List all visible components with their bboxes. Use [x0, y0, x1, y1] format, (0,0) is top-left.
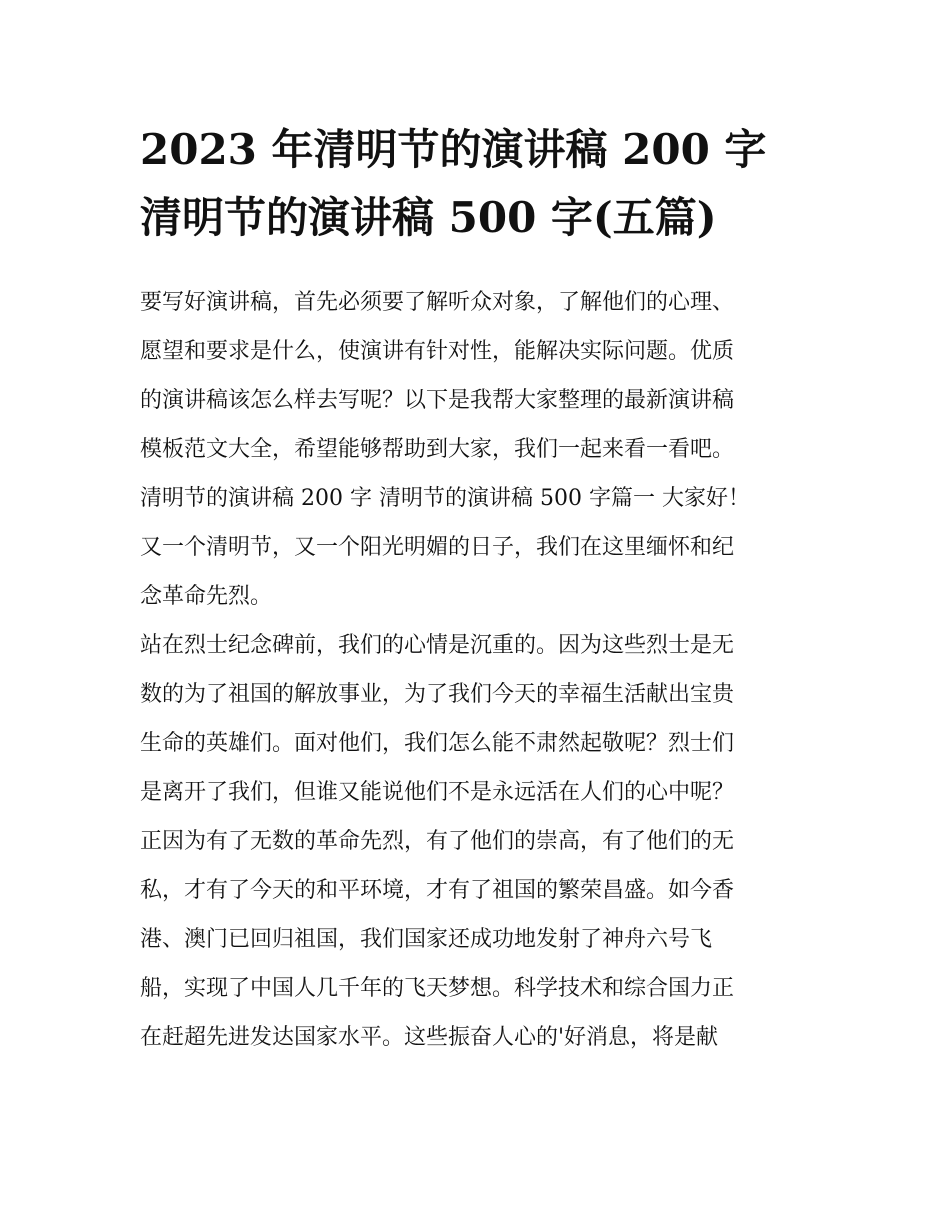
- document-body: [140, 278, 830, 1062]
- body-line: 清明节的演讲稿 200 字 清明节的演讲稿 500 字篇一 大家好！: [140, 486, 750, 511]
- body-line: 模板范文大全，希望能够帮助到大家，我们一起来看一看吧。: [140, 437, 735, 462]
- body-line: 愿望和要求是什么，使演讲有针对性，能解决实际问题。优质: [140, 339, 735, 364]
- body-line: 站在烈士纪念碑前，我们的心情是沉重的。因为这些烈士是无: [140, 633, 735, 658]
- title-line-1: 2023 年清明节的演讲稿 200 字: [140, 125, 767, 174]
- body-line: 私，才有了今天的和平环境，才有了祖国的繁荣昌盛。如今香: [140, 878, 735, 903]
- body-line: 要写好演讲稿，首先必须要了解听众对象，了解他们的心理、: [140, 290, 735, 315]
- body-line: 是离开了我们，但谁又能说他们不是永远活在人们的心中呢？: [140, 780, 735, 805]
- title-line-2: 清明节的演讲稿 500 字(五篇): [140, 193, 717, 242]
- document-title: [140, 116, 830, 252]
- body-line: 念革命先烈。: [140, 584, 273, 609]
- body-line: 又一个清明节，又一个阳光明媚的日子，我们在这里缅怀和纪: [140, 535, 735, 560]
- body-line: 的演讲稿该怎么样去写呢？以下是我帮大家整理的最新演讲稿: [140, 388, 735, 413]
- body-line: 正因为有了无数的革命先烈，有了他们的崇高，有了他们的无: [140, 829, 735, 854]
- body-line: 船，实现了中国人几千年的飞天梦想。科学技术和综合国力正: [140, 976, 735, 1001]
- body-line: 港、澳门已回归祖国，我们国家还成功地发射了神舟六号飞: [140, 927, 713, 952]
- body-line: 数的为了祖国的解放事业，为了我们今天的幸福生活献出宝贵: [140, 682, 735, 707]
- body-line: 在赶超先进发达国家水平。这些振奋人心的'好消息，将是献: [140, 1025, 719, 1050]
- body-line: 生命的英雄们。面对他们，我们怎么能不肃然起敬呢？烈士们: [140, 731, 735, 756]
